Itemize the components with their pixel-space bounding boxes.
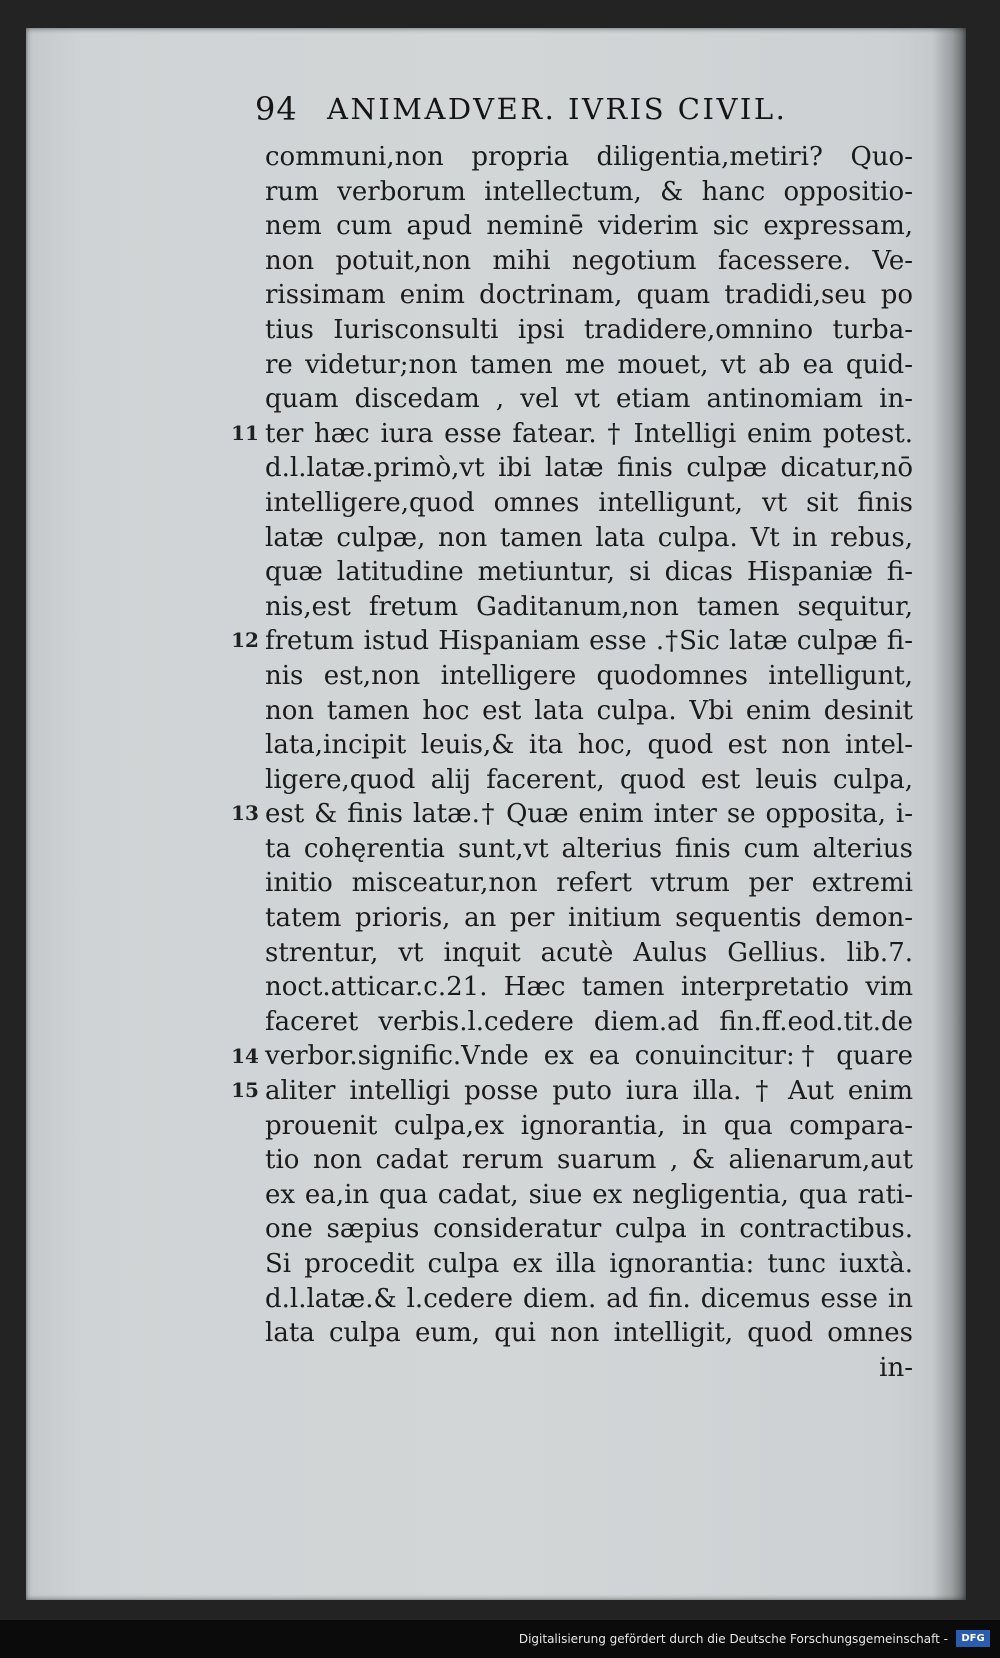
text-line: tius Iurisconsulti ipsi tradidere,omnino turba-: [265, 314, 913, 345]
text-line: intelligere,quod omnes intelligunt, vt sit finis: [265, 487, 913, 518]
text-line: initio misceatur,non refert vtrum per extremi: [265, 868, 913, 899]
text-line: aliter intelligi posse puto iura illa. † Aut enim: [265, 1076, 913, 1107]
text-line: lata culpa eum, qui non intelligit, quod omnes: [265, 1318, 913, 1349]
text-line: tatem prioris, an per initium sequentis demon-: [265, 903, 913, 934]
text-line: ex ea,in qua cadat, siue ex negligentia, qua rati-: [265, 1179, 913, 1210]
text-line: non tamen hoc est lata culpa. Vbi enim desinit: [265, 695, 913, 726]
text-line: faceret verbis.l.cedere diem.ad fin.ff.eod.tit.de: [265, 1006, 913, 1037]
text-line: ter hæc iura esse fatear. † Intelligi enim potest.: [265, 418, 913, 449]
page-header: [255, 90, 895, 140]
text-line: rum verborum intellectum, & hanc oppositio-: [265, 176, 913, 207]
page-gutter-shadow: [932, 28, 966, 1600]
text-line: non potuit,non mihi negotium facessere. Ve-: [265, 245, 913, 276]
text-line: fretum istud Hispaniam esse .†Sic latæ culpæ fi-: [265, 626, 913, 657]
text-line: one sæpius consideratur culpa in contractibus.: [265, 1214, 913, 1245]
running-title: ANIMADVER. IVRIS CIVIL.: [327, 92, 788, 126]
text-line: re videtur;non tamen me mouet, vt ab ea quid-: [265, 349, 913, 380]
text-line: ta cohęrentia sunt,vt alterius finis cum alterius: [265, 833, 913, 864]
margin-note-number: 14: [231, 1043, 259, 1068]
body-text: [265, 140, 913, 1385]
digitization-credit: Digitalisierung gefördert durch die Deutsche Forschungsgemeinschaft -: [518, 1632, 948, 1646]
footer-bar: [0, 1620, 1000, 1658]
text-line: verbor.signific.Vnde ex ea conuincitur:† quare: [265, 1041, 913, 1072]
text-line: ligere,quod alij facerent, quod est leuis culpa,: [265, 764, 913, 795]
text-line: communi,non propria diligentia,metiri? Quo-: [265, 142, 913, 172]
text-line: d.l.latæ.primò,vt ibi latæ finis culpæ dicatur,nō: [265, 453, 913, 484]
margin-note-number: 12: [231, 628, 259, 653]
text-line: quam discedam , vel vt etiam antinomiam in-: [265, 384, 913, 415]
text-line: prouenit culpa,ex ignorantia, in qua compara-: [265, 1110, 913, 1141]
text-line: nis,est fretum Gaditanum,non tamen sequitur,: [265, 591, 913, 622]
text-line: tio non cadat rerum suarum , & alienarum,aut: [265, 1145, 913, 1176]
text-line: quæ latitudine metiuntur, si dicas Hispaniæ fi-: [265, 557, 913, 588]
text-line: est & finis latæ.† Quæ enim inter se opposita, i-: [265, 799, 913, 830]
text-line: nem cum apud neminē viderim sic expressam,: [265, 211, 913, 242]
text-line: strentur, vt inquit acutè Aulus Gellius. lib.7.: [265, 937, 913, 968]
folio-number: 94: [255, 90, 298, 128]
dfg-logo-icon: DFG: [956, 1630, 990, 1647]
margin-note-number: 15: [231, 1078, 259, 1103]
catchword: in-: [879, 1352, 913, 1383]
text-line: lata,incipit leuis,& ita hoc, quod est non intel-: [265, 730, 913, 761]
text-line: latæ culpæ, non tamen lata culpa. Vt in rebus,: [265, 522, 913, 553]
text-line: nis est,non intelligere quodomnes intelligunt,: [265, 660, 913, 691]
margin-note-number: 13: [231, 801, 259, 826]
text-line: rissimam enim doctrinam, quam tradidi,seu po: [265, 280, 913, 311]
text-line: d.l.latæ.& l.cedere diem. ad fin. dicemus esse in: [265, 1283, 913, 1314]
text-line: noct.atticar.c.21. Hæc tamen interpretatio vim: [265, 972, 913, 1003]
text-line: Si procedit culpa ex illa ignorantia: tunc iuxtà.: [265, 1249, 913, 1279]
margin-note-number: 11: [231, 420, 259, 445]
